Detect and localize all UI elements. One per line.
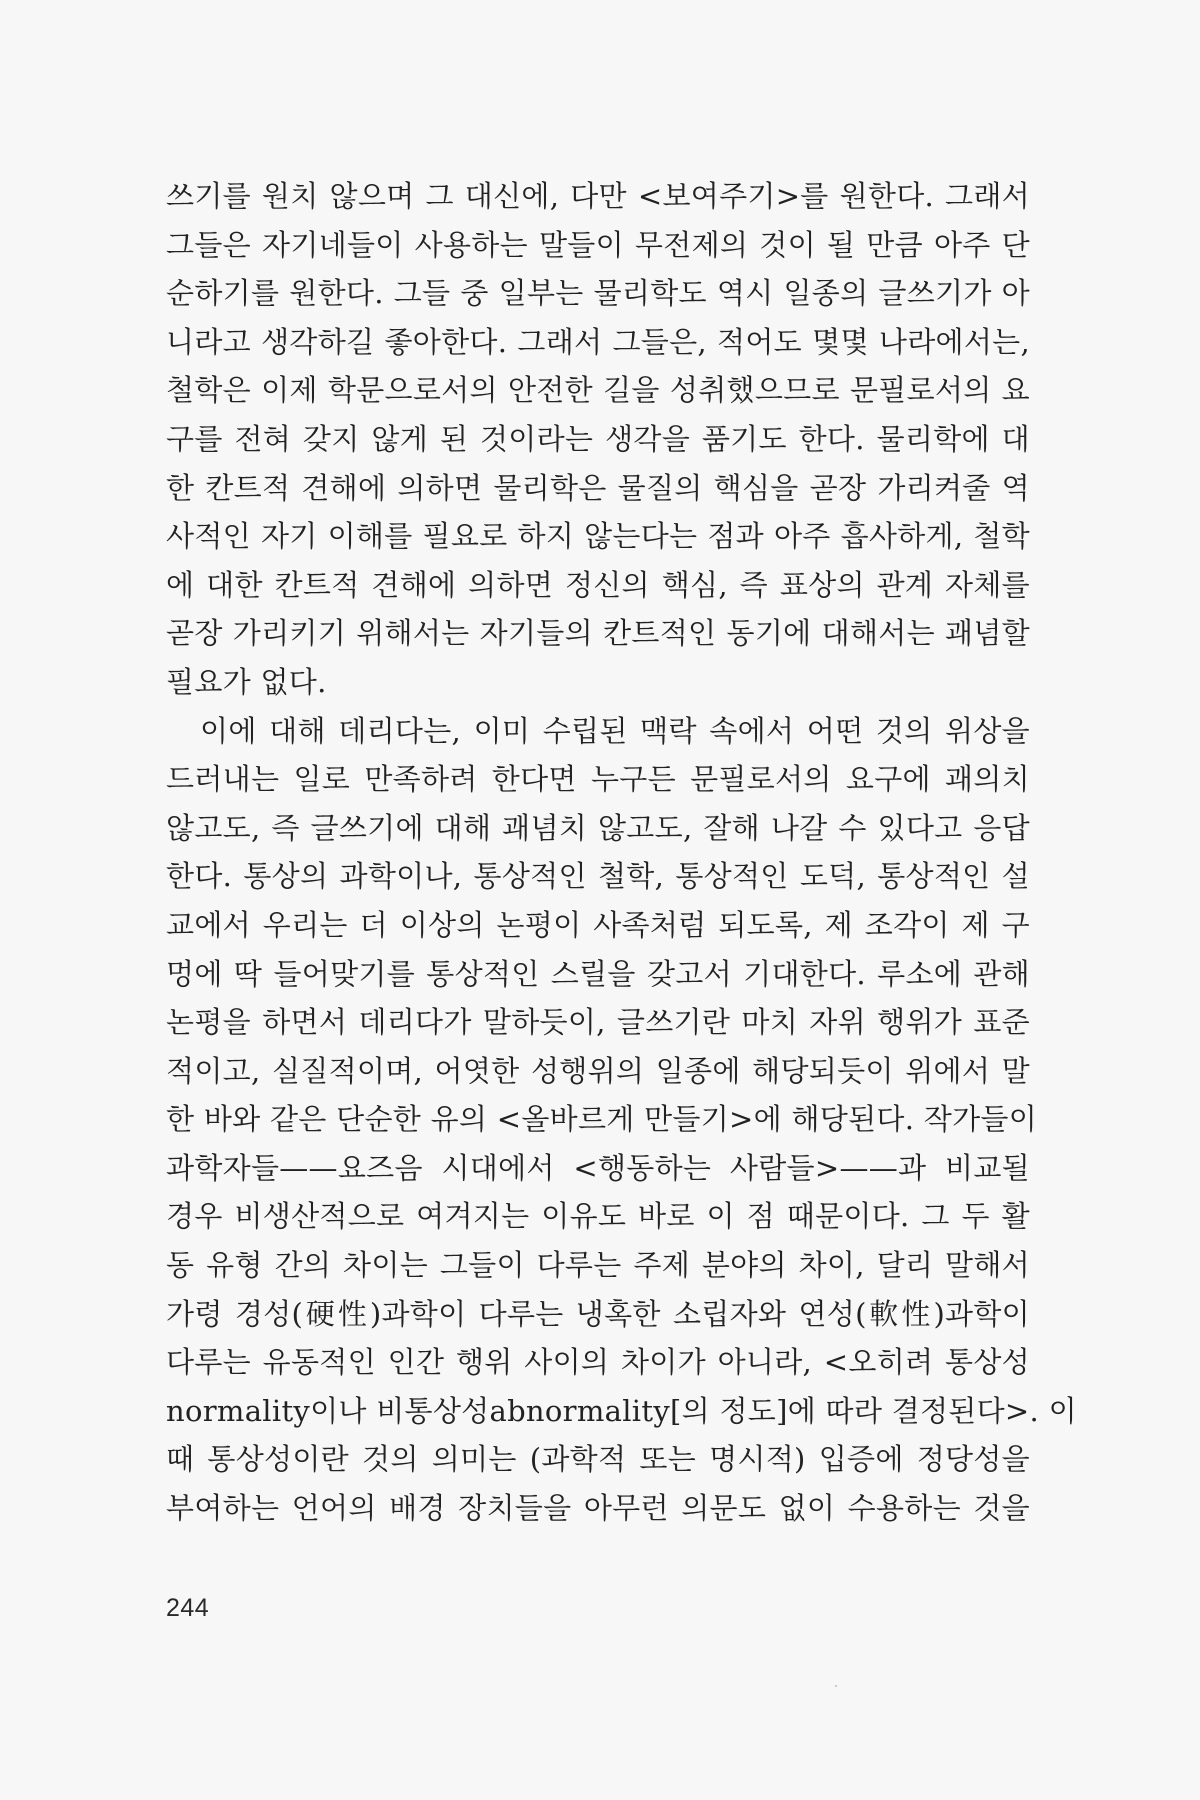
text-line: 적이고, 실질적이며, 어엿한 성행위의 일종에 해당되듯이 위에서 말 [166,1053,1030,1088]
text-line: 경우 비생산적으로 여겨지는 이유도 바로 이 점 때문이다. 그 두 활 [166,1199,1030,1234]
text-line: 철학은 이제 학문으로서의 안전한 길을 성취했으므로 문필로서의 요 [166,373,1030,408]
text-line: 한 칸트적 견해에 의하면 물리학은 물질의 핵심을 곧장 가리켜줄 역 [166,470,1030,505]
text-line: 곧장 가리키기 위해서는 자기들의 칸트적인 동기에 대해서는 괘념할 [166,616,1030,651]
text-line: 논평을 하면서 데리다가 말하듯이, 글쓰기란 마치 자위 행위가 표준 [166,1005,1030,1040]
text-line: 드러내는 일로 만족하려 한다면 누구든 문필로서의 요구에 괘의치 [166,762,1030,797]
text-line: 사적인 자기 이해를 필요로 하지 않는다는 점과 아주 흡사하게, 철학 [166,519,1030,554]
text-line: 않고도, 즉 글쓰기에 대해 괘념치 않고도, 잘해 나갈 수 있다고 응답 [166,810,1030,845]
text-line: 구를 전혀 갖지 않게 된 것이라는 생각을 품기도 한다. 물리학에 대 [166,421,1030,456]
paragraph-end-line: 필요가 없다. [166,664,327,699]
paragraph-first-line: 이에 대해 데리다는, 이미 수립된 맥락 속에서 어떤 것의 위상을 [200,713,1030,748]
text-line: 에 대한 칸트적 견해에 의하면 정신의 핵심, 즉 표상의 관계 자체를 [166,567,1030,602]
text-line: 니라고 생각하길 좋아한다. 그래서 그들은, 적어도 몇몇 나라에서는, [166,324,1030,359]
text-line: 부여하는 언어의 배경 장치들을 아무런 의문도 없이 수용하는 것을 [166,1491,1030,1526]
text-line: 멍에 딱 들어맞기를 통상적인 스릴을 갖고서 기대한다. 루소에 관해 [166,956,1030,991]
text-line: 그들은 자기네들이 사용하는 말들이 무전제의 것이 될 만큼 아주 단 [166,227,1030,262]
text-line: normality이나 비통상성abnormality[의 정도]에 따라 결정된다>. 이 [166,1393,1077,1428]
text-line: 한 바와 같은 단순한 유의 <올바르게 만들기>에 해당된다. 작가들이 [166,1102,1038,1137]
text-line: 순하기를 원한다. 그들 중 일부는 물리학도 역시 일종의 글쓰기가 아 [166,276,1030,311]
text-line: 쓰기를 원치 않으며 그 대신에, 다만 <보여주기>를 원한다. 그래서 [166,179,1030,213]
body-text [166,172,1077,1533]
text-line: 교에서 우리는 더 이상의 논평이 사족처럼 되도록, 제 조각이 제 구 [166,907,1030,942]
scan-speck [835,1685,837,1687]
text-line: 때 통상성이란 것의 의미는 (과학적 또는 명시적) 입증에 정당성을 [166,1442,1030,1477]
text-line: 가령 경성(硬性)과학이 다루는 냉혹한 소립자와 연성(軟性)과학이 [166,1296,1030,1331]
text-line: 과학자들——요즈음 시대에서 <행동하는 사람들>——과 비교될 [166,1150,1030,1185]
page-number: 244 [166,1594,210,1622]
text-line: 동 유형 간의 차이는 그들이 다루는 주제 분야의 차이, 달리 말해서 [166,1248,1030,1283]
text-line: 한다. 통상의 과학이나, 통상적인 철학, 통상적인 도덕, 통상적인 설 [166,859,1030,894]
text-line: 다루는 유동적인 인간 행위 사이의 차이가 아니라, <오히려 통상성 [166,1345,1030,1380]
